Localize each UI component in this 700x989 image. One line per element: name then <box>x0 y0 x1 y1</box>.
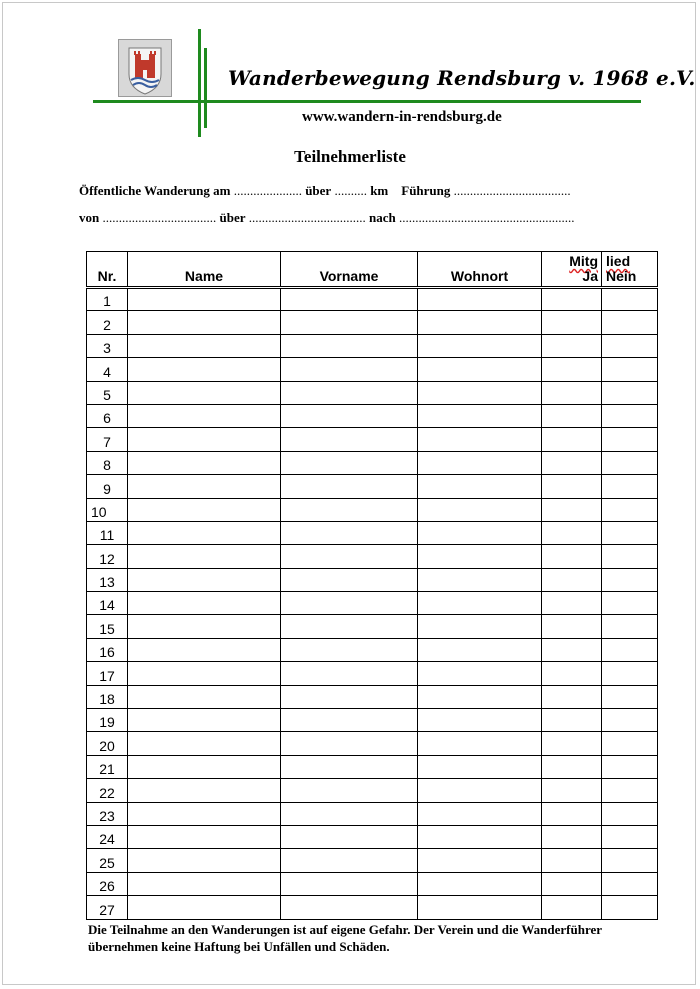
row-number: 26 <box>87 872 128 895</box>
member-header-part1: Mitg <box>569 253 598 269</box>
row-number: 15 <box>87 615 128 638</box>
row-number: 14 <box>87 592 128 615</box>
wohnort-cell[interactable] <box>418 615 542 638</box>
vorname-cell[interactable] <box>281 592 418 615</box>
vorname-cell[interactable] <box>281 568 418 591</box>
member-yes-cell[interactable] <box>542 404 602 427</box>
name-cell[interactable] <box>128 311 281 334</box>
member-yes-cell[interactable] <box>542 334 602 357</box>
name-cell[interactable] <box>128 779 281 802</box>
member-header-part2: lied <box>606 253 631 269</box>
vorname-cell[interactable] <box>281 475 418 498</box>
member-no-cell[interactable] <box>602 872 658 895</box>
member-no-cell[interactable] <box>602 896 658 919</box>
row-number: 24 <box>87 825 128 848</box>
table-row <box>87 451 658 474</box>
row-number: 7 <box>87 428 128 451</box>
leader-field[interactable]: .................................... <box>450 183 571 198</box>
row-number: 25 <box>87 849 128 872</box>
wohnort-cell[interactable] <box>418 638 542 661</box>
name-cell[interactable] <box>128 638 281 661</box>
name-cell[interactable] <box>128 849 281 872</box>
vorname-cell[interactable] <box>281 334 418 357</box>
wohnort-cell[interactable] <box>418 896 542 919</box>
website-link[interactable]: www.wandern-in-rendsburg.de <box>302 109 502 125</box>
member-no-cell[interactable] <box>602 428 658 451</box>
member-no-cell[interactable] <box>602 732 658 755</box>
wohnort-cell[interactable] <box>418 872 542 895</box>
row-number: 20 <box>87 732 128 755</box>
col-header-name: Name <box>128 252 281 288</box>
vorname-cell[interactable] <box>281 545 418 568</box>
table-header-row <box>87 252 658 288</box>
label-km: km <box>370 183 389 198</box>
vorname-cell[interactable] <box>281 404 418 427</box>
vorname-cell[interactable] <box>281 311 418 334</box>
label-from: von <box>79 210 100 225</box>
member-yes-cell[interactable] <box>542 498 602 521</box>
member-yes-cell[interactable] <box>542 755 602 778</box>
table-row <box>87 521 658 544</box>
wohnort-cell[interactable] <box>418 662 542 685</box>
row-number: 19 <box>87 709 128 732</box>
to-field[interactable]: ...................................................... <box>395 210 575 225</box>
table-row <box>87 685 658 708</box>
wohnort-cell[interactable] <box>418 358 542 381</box>
label-distance: über <box>305 183 332 198</box>
wohnort-cell[interactable] <box>418 428 542 451</box>
wohnort-cell[interactable] <box>418 849 542 872</box>
member-yes-cell[interactable] <box>542 849 602 872</box>
table-row <box>87 872 658 895</box>
table-row <box>87 334 658 357</box>
vorname-cell[interactable] <box>281 358 418 381</box>
member-no-cell[interactable] <box>602 568 658 591</box>
row-number: 22 <box>87 779 128 802</box>
via-field[interactable]: .................................... <box>245 210 369 225</box>
page-title: Teilnehmerliste <box>294 147 406 166</box>
member-yes-cell[interactable] <box>542 288 602 311</box>
wohnort-cell[interactable] <box>418 288 542 311</box>
label-to: nach <box>368 210 396 225</box>
member-yes-cell[interactable] <box>542 521 602 544</box>
table-row <box>87 638 658 661</box>
member-no-cell[interactable] <box>602 358 658 381</box>
member-yes-cell[interactable] <box>542 779 602 802</box>
row-number: 17 <box>87 662 128 685</box>
member-no-cell[interactable] <box>602 545 658 568</box>
member-no-cell[interactable] <box>602 662 658 685</box>
table-row <box>87 288 658 311</box>
member-no-cell[interactable] <box>602 381 658 404</box>
name-cell[interactable] <box>128 802 281 825</box>
green-vertical-rule <box>204 48 207 128</box>
liability-disclaimer: Die Teilnahme an den Wanderungen ist auf eigene Gefahr. Der Verein und die Wanderführer übernehmen keine Haftung bei Unfällen und Schäden. <box>88 922 602 954</box>
wohnort-cell[interactable] <box>418 545 542 568</box>
member-yes-cell[interactable] <box>542 615 602 638</box>
row-number: 3 <box>87 334 128 357</box>
table-row <box>87 381 658 404</box>
wohnort-cell[interactable] <box>418 475 542 498</box>
vorname-cell[interactable] <box>281 662 418 685</box>
member-yes-cell[interactable] <box>542 872 602 895</box>
member-no-cell[interactable] <box>602 451 658 474</box>
green-vertical-rule <box>198 29 201 137</box>
vorname-cell[interactable] <box>281 896 418 919</box>
row-number: 13 <box>87 568 128 591</box>
member-no-label: Nein <box>606 268 637 284</box>
name-cell[interactable] <box>128 334 281 357</box>
row-number: 4 <box>87 358 128 381</box>
member-yes-cell[interactable] <box>542 709 602 732</box>
from-field[interactable]: ................................... <box>99 210 220 225</box>
name-cell[interactable] <box>128 685 281 708</box>
member-yes-cell[interactable] <box>542 685 602 708</box>
row-number: 10 <box>87 498 128 521</box>
table-row <box>87 428 658 451</box>
table-row <box>87 615 658 638</box>
col-header-member-yes <box>542 252 602 288</box>
hike-info-line <box>79 183 571 199</box>
row-number: 8 <box>87 451 128 474</box>
table-row <box>87 311 658 334</box>
wohnort-cell[interactable] <box>418 498 542 521</box>
vorname-cell[interactable] <box>281 498 418 521</box>
row-number: 5 <box>87 381 128 404</box>
vorname-cell[interactable] <box>281 849 418 872</box>
vorname-cell[interactable] <box>281 428 418 451</box>
name-cell[interactable] <box>128 451 281 474</box>
wohnort-cell[interactable] <box>418 755 542 778</box>
name-cell[interactable] <box>128 615 281 638</box>
table-row <box>87 662 658 685</box>
member-yes-cell[interactable] <box>542 802 602 825</box>
table-row <box>87 592 658 615</box>
table-row <box>87 545 658 568</box>
wohnort-cell[interactable] <box>418 685 542 708</box>
table-row <box>87 498 658 521</box>
member-yes-cell[interactable] <box>542 732 602 755</box>
row-number: 18 <box>87 685 128 708</box>
vorname-cell[interactable] <box>281 709 418 732</box>
vorname-cell[interactable] <box>281 381 418 404</box>
name-cell[interactable] <box>128 709 281 732</box>
name-cell[interactable] <box>128 825 281 848</box>
member-yes-cell[interactable] <box>542 475 602 498</box>
member-yes-cell[interactable] <box>542 311 602 334</box>
row-number: 23 <box>87 802 128 825</box>
table-row <box>87 779 658 802</box>
member-no-cell[interactable] <box>602 802 658 825</box>
wohnort-cell[interactable] <box>418 334 542 357</box>
member-yes-cell[interactable] <box>542 451 602 474</box>
row-number: 11 <box>87 521 128 544</box>
wohnort-cell[interactable] <box>418 451 542 474</box>
name-cell[interactable] <box>128 428 281 451</box>
label-hike-date: Öffentliche Wanderung am <box>79 183 231 198</box>
row-number: 12 <box>87 545 128 568</box>
member-no-cell[interactable] <box>602 779 658 802</box>
member-no-cell[interactable] <box>602 521 658 544</box>
vorname-cell[interactable] <box>281 779 418 802</box>
hike-date-field[interactable]: ..................... <box>230 183 306 198</box>
table-row <box>87 896 658 919</box>
label-leader: Führung <box>401 183 451 198</box>
table-row <box>87 404 658 427</box>
member-no-cell[interactable] <box>602 709 658 732</box>
distance-field[interactable]: .......... <box>331 183 371 198</box>
vorname-cell[interactable] <box>281 732 418 755</box>
table-row <box>87 825 658 848</box>
wohnort-cell[interactable] <box>418 825 542 848</box>
wohnort-cell[interactable] <box>418 592 542 615</box>
table-row <box>87 755 658 778</box>
member-yes-cell[interactable] <box>542 592 602 615</box>
row-number: 6 <box>87 404 128 427</box>
col-header-vorname: Vorname <box>281 252 418 288</box>
member-yes-label: Ja <box>582 268 598 284</box>
member-yes-cell[interactable] <box>542 381 602 404</box>
member-no-cell[interactable] <box>602 475 658 498</box>
vorname-cell[interactable] <box>281 872 418 895</box>
name-cell[interactable] <box>128 358 281 381</box>
wohnort-cell[interactable] <box>418 568 542 591</box>
table-row <box>87 568 658 591</box>
name-cell[interactable] <box>128 288 281 311</box>
member-no-cell[interactable] <box>602 288 658 311</box>
organization-title: Wanderbewegung Rendsburg v. 1968 e.V. <box>228 66 696 90</box>
coat-of-arms-castle-icon <box>118 39 172 97</box>
vorname-cell[interactable] <box>281 288 418 311</box>
member-no-cell[interactable] <box>602 849 658 872</box>
member-yes-cell[interactable] <box>542 428 602 451</box>
table-row <box>87 709 658 732</box>
member-yes-cell[interactable] <box>542 358 602 381</box>
row-number: 1 <box>87 288 128 311</box>
name-cell[interactable] <box>128 662 281 685</box>
member-no-cell[interactable] <box>602 592 658 615</box>
vorname-cell[interactable] <box>281 685 418 708</box>
member-no-cell[interactable] <box>602 404 658 427</box>
wohnort-cell[interactable] <box>418 521 542 544</box>
name-cell[interactable] <box>128 592 281 615</box>
name-cell[interactable] <box>128 545 281 568</box>
vorname-cell[interactable] <box>281 638 418 661</box>
member-yes-cell[interactable] <box>542 662 602 685</box>
route-info-line <box>79 210 574 226</box>
member-no-cell[interactable] <box>602 334 658 357</box>
vorname-cell[interactable] <box>281 825 418 848</box>
label-via: über <box>219 210 246 225</box>
wohnort-cell[interactable] <box>418 709 542 732</box>
wohnort-cell[interactable] <box>418 381 542 404</box>
col-header-member-no <box>602 252 658 288</box>
member-yes-cell[interactable] <box>542 568 602 591</box>
name-cell[interactable] <box>128 896 281 919</box>
name-cell[interactable] <box>128 872 281 895</box>
member-no-cell[interactable] <box>602 615 658 638</box>
wohnort-cell[interactable] <box>418 802 542 825</box>
col-header-wohnort: Wohnort <box>418 252 542 288</box>
member-no-cell[interactable] <box>602 755 658 778</box>
member-no-cell[interactable] <box>602 311 658 334</box>
row-number: 27 <box>87 896 128 919</box>
member-no-cell[interactable] <box>602 498 658 521</box>
col-header-nr: Nr. <box>87 252 128 288</box>
member-no-cell[interactable] <box>602 685 658 708</box>
name-cell[interactable] <box>128 755 281 778</box>
name-cell[interactable] <box>128 475 281 498</box>
row-number: 21 <box>87 755 128 778</box>
member-yes-cell[interactable] <box>542 825 602 848</box>
name-cell[interactable] <box>128 498 281 521</box>
table-row <box>87 358 658 381</box>
vorname-cell[interactable] <box>281 802 418 825</box>
name-cell[interactable] <box>128 404 281 427</box>
vorname-cell[interactable] <box>281 451 418 474</box>
vorname-cell[interactable] <box>281 521 418 544</box>
table-row <box>87 849 658 872</box>
row-number: 2 <box>87 311 128 334</box>
member-yes-cell[interactable] <box>542 638 602 661</box>
member-no-cell[interactable] <box>602 825 658 848</box>
green-horizontal-rule <box>93 100 641 103</box>
participant-table <box>86 251 658 920</box>
name-cell[interactable] <box>128 381 281 404</box>
table-row <box>87 802 658 825</box>
table-row <box>87 732 658 755</box>
vorname-cell[interactable] <box>281 755 418 778</box>
member-yes-cell[interactable] <box>542 896 602 919</box>
wohnort-cell[interactable] <box>418 404 542 427</box>
name-cell[interactable] <box>128 521 281 544</box>
member-yes-cell[interactable] <box>542 545 602 568</box>
vorname-cell[interactable] <box>281 615 418 638</box>
member-no-cell[interactable] <box>602 638 658 661</box>
wohnort-cell[interactable] <box>418 779 542 802</box>
wohnort-cell[interactable] <box>418 311 542 334</box>
row-number: 16 <box>87 638 128 661</box>
table-row <box>87 475 658 498</box>
name-cell[interactable] <box>128 568 281 591</box>
name-cell[interactable] <box>128 732 281 755</box>
row-number: 9 <box>87 475 128 498</box>
wohnort-cell[interactable] <box>418 732 542 755</box>
